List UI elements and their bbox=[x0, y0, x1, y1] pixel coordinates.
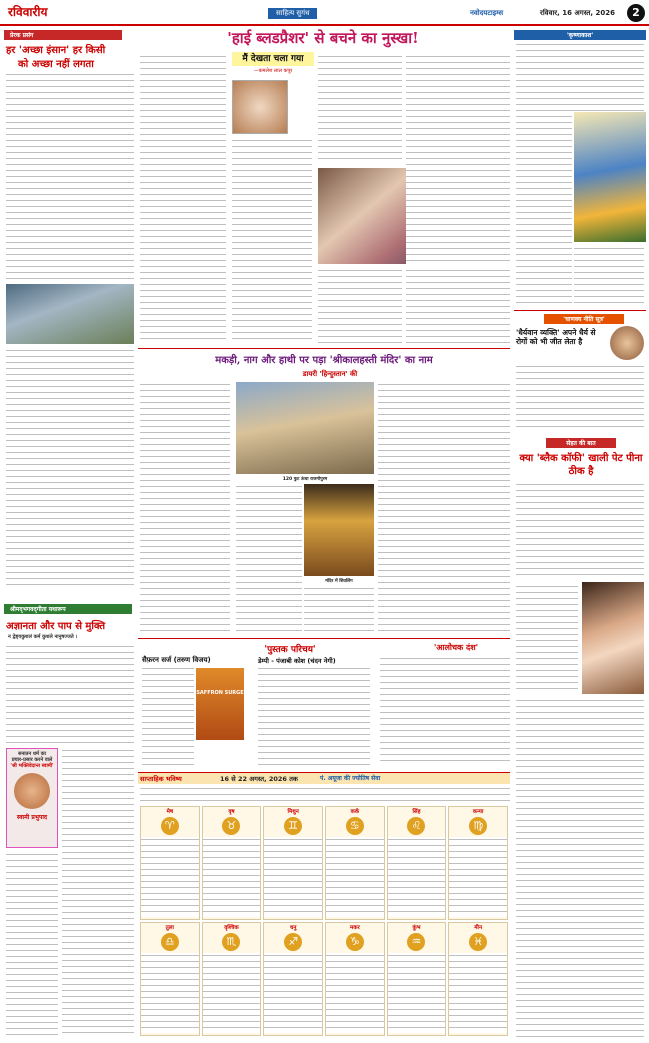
sign-text bbox=[264, 953, 322, 1033]
krishna-text-2 bbox=[516, 114, 572, 304]
sign-text bbox=[203, 953, 261, 1033]
horoscope-sign-3 bbox=[263, 806, 323, 920]
temple-gopuram-photo bbox=[236, 382, 374, 474]
chanakya-portrait bbox=[610, 326, 644, 360]
sign-name: सिंह bbox=[412, 809, 421, 815]
horoscope-sign-5 bbox=[387, 806, 447, 920]
sign-name: कर्क bbox=[350, 809, 360, 815]
main-headline: 'हाई ब्लडप्रैशर' से बचने का नुस्खा! bbox=[227, 29, 419, 47]
horoscope-intro bbox=[140, 786, 510, 804]
story-text-3 bbox=[318, 268, 402, 344]
zodiac-icon: ♑ bbox=[346, 933, 364, 951]
sanskrit-verse: न द्वेष्ट्यकुशलं कर्म कुशले नानुषज्जते । bbox=[8, 634, 78, 640]
horoscope-sign-11 bbox=[387, 922, 447, 1036]
section-header-krishna: 'कृष्णाकाश' bbox=[514, 30, 646, 40]
story-text-2 bbox=[318, 54, 402, 164]
krishna-text-3 bbox=[574, 246, 644, 304]
zodiac-icon: ♋ bbox=[346, 817, 364, 835]
sign-text bbox=[203, 837, 261, 917]
horoscope-title: साप्ताहिक भविष्य bbox=[140, 775, 182, 783]
horoscope-sign-8 bbox=[202, 922, 262, 1036]
brand-logo: नवोदयटाइम्स bbox=[470, 9, 504, 17]
box-title-1: सनातन धर्म का bbox=[18, 751, 46, 757]
horoscope-sign-12 bbox=[448, 922, 508, 1036]
sign-text bbox=[141, 837, 199, 917]
book1-title: सैफ़रन सर्ज (तरुण विजय) bbox=[142, 656, 211, 664]
horoscope-dates: 16 से 22 अगस्त, 2026 तक bbox=[220, 775, 298, 783]
story-title: मैं देखता चला गया bbox=[232, 52, 314, 66]
horoscope-sign-2 bbox=[202, 806, 262, 920]
sign-name: मकर bbox=[349, 925, 360, 931]
book2-title: डेम्पी - पंजाबी कोश (चंदन नेगी) bbox=[258, 657, 336, 665]
zodiac-icon: ♒ bbox=[407, 933, 425, 951]
krishna-text-1 bbox=[516, 42, 644, 112]
health-text-1 bbox=[516, 482, 644, 580]
story-text-5 bbox=[406, 268, 510, 344]
zodiac-icon: ♊ bbox=[284, 817, 302, 835]
sign-name: धनु bbox=[289, 925, 297, 931]
horoscope-sign-6 bbox=[448, 806, 508, 920]
zodiac-icon: ♐ bbox=[284, 933, 302, 951]
sign-name: मीन bbox=[474, 925, 483, 931]
sign-name: मेष bbox=[166, 809, 174, 815]
zodiac-icon: ♈ bbox=[161, 817, 179, 835]
headline-3: अज्ञानता और पाप से मुक्ति bbox=[6, 621, 106, 632]
temple-caption-2: 120 फुट ऊंचा राजगोपुरम bbox=[282, 477, 328, 482]
headline-2: को अच्छा नहीं लगता bbox=[18, 59, 94, 70]
article-text-1 bbox=[6, 72, 134, 282]
coffee-woman-photo bbox=[582, 582, 644, 694]
health-text-2 bbox=[516, 584, 578, 694]
divider bbox=[138, 638, 510, 639]
horoscope-sign-7 bbox=[140, 922, 200, 1036]
horoscope-sign-1 bbox=[140, 806, 200, 920]
swami-name: स्वामी प्रभुपाद bbox=[16, 814, 48, 821]
zodiac-icon: ♏ bbox=[222, 933, 240, 951]
horoscope-grid bbox=[140, 806, 510, 1038]
book1-text bbox=[142, 666, 194, 766]
sign-text bbox=[141, 953, 199, 1033]
sign-name: वृष bbox=[228, 809, 235, 815]
krishna-image bbox=[574, 112, 646, 242]
books-section: 'पुस्तक परिचय' bbox=[264, 645, 316, 655]
sign-name: कुंभ bbox=[412, 925, 421, 931]
article-text-5 bbox=[6, 852, 58, 1038]
story-author: —कमलेश लाल कपूर bbox=[253, 68, 293, 74]
divider bbox=[138, 348, 510, 349]
story-text-4 bbox=[406, 54, 510, 264]
sign-name: तुला bbox=[165, 925, 174, 931]
zodiac-icon: ♓ bbox=[469, 933, 487, 951]
sign-name: मिथुन bbox=[287, 809, 299, 815]
bp-article-text bbox=[140, 54, 226, 344]
chanakya-text bbox=[516, 364, 644, 432]
zodiac-icon: ♉ bbox=[222, 817, 240, 835]
zodiac-icon: ♍ bbox=[469, 817, 487, 835]
temple-caption: मंदिर में शिवलिंग bbox=[325, 579, 353, 584]
story-text-1 bbox=[232, 138, 312, 344]
temple-subheadline: डायरी 'हिन्दुस्तान' की bbox=[302, 370, 358, 378]
zodiac-icon: ♎ bbox=[161, 933, 179, 951]
zodiac-icon: ♌ bbox=[407, 817, 425, 835]
section-masthead: रविवारीय bbox=[8, 5, 48, 19]
horoscope-author: पं. अयूजा की ज्योतिष सेवा bbox=[320, 775, 381, 782]
section-label: साहित्य सुगंध bbox=[268, 8, 317, 19]
horoscope-sign-4 bbox=[325, 806, 385, 920]
temple-text-4 bbox=[378, 382, 510, 634]
box-title-2: प्रचार-प्रसार करने वाले bbox=[11, 757, 53, 763]
section-header-gita: श्रीमद्‌भगवद्‌गीता यथारूप bbox=[4, 604, 132, 614]
sign-text bbox=[449, 837, 507, 917]
section-header-prerak: प्रेरक प्रसंग bbox=[4, 30, 122, 40]
book2-text bbox=[258, 666, 370, 766]
article-text-4 bbox=[62, 748, 134, 1038]
horoscope-sign-9 bbox=[263, 922, 323, 1036]
horoscope-sign-10 bbox=[325, 922, 385, 1036]
sign-text bbox=[449, 953, 507, 1033]
section-header-health: सेहत की बात bbox=[546, 438, 616, 448]
article-text-3 bbox=[6, 644, 134, 744]
sign-text bbox=[388, 953, 446, 1033]
sign-name: वृश्चिक bbox=[224, 925, 239, 931]
box-title-3: 'श्री भक्तिवेदान्त स्वामी' bbox=[10, 763, 54, 769]
swami-photo bbox=[14, 773, 50, 809]
temple-text-1 bbox=[140, 382, 230, 632]
sign-text bbox=[388, 837, 446, 917]
temple-text-3 bbox=[304, 586, 374, 634]
sign-name: कन्या bbox=[472, 809, 484, 815]
issue-date: रविवार, 16 अगस्त, 2026 bbox=[540, 9, 615, 17]
chanakya-quote: 'धैर्यवान व्यक्ति' अपने धैर्य से रोगों को भी जीत लेता है bbox=[516, 328, 596, 346]
page-number: 2 bbox=[627, 4, 645, 22]
headline-1: हर 'अच्छा इंसान' हर किसी bbox=[6, 45, 106, 56]
book1-cover: SAFFRON SURGE bbox=[196, 668, 244, 740]
section-header-chanakya: 'चाणक्य नीति सूत्र' bbox=[544, 314, 624, 324]
divider bbox=[514, 310, 646, 311]
temple-headline: मकड़ी, नाग और हाथी पर पड़ा 'श्रीकालहस्ती मंदिर' का नाम bbox=[215, 355, 433, 366]
critique-section: 'आलोचक दंश' bbox=[433, 642, 479, 652]
article-text-2 bbox=[6, 348, 134, 588]
critique-text bbox=[380, 656, 510, 766]
sign-text bbox=[264, 837, 322, 917]
sign-text bbox=[326, 953, 384, 1033]
health-headline: क्या 'ब्लैक कॉफी' खाली पेट पीना ठीक है bbox=[519, 453, 643, 477]
author-photo bbox=[232, 80, 288, 134]
temple-text-2 bbox=[236, 484, 302, 634]
health-text-3 bbox=[516, 698, 644, 1038]
office-photo bbox=[6, 284, 134, 344]
sign-text bbox=[326, 837, 384, 917]
swami-box bbox=[6, 748, 58, 848]
shivling-photo bbox=[304, 484, 374, 576]
